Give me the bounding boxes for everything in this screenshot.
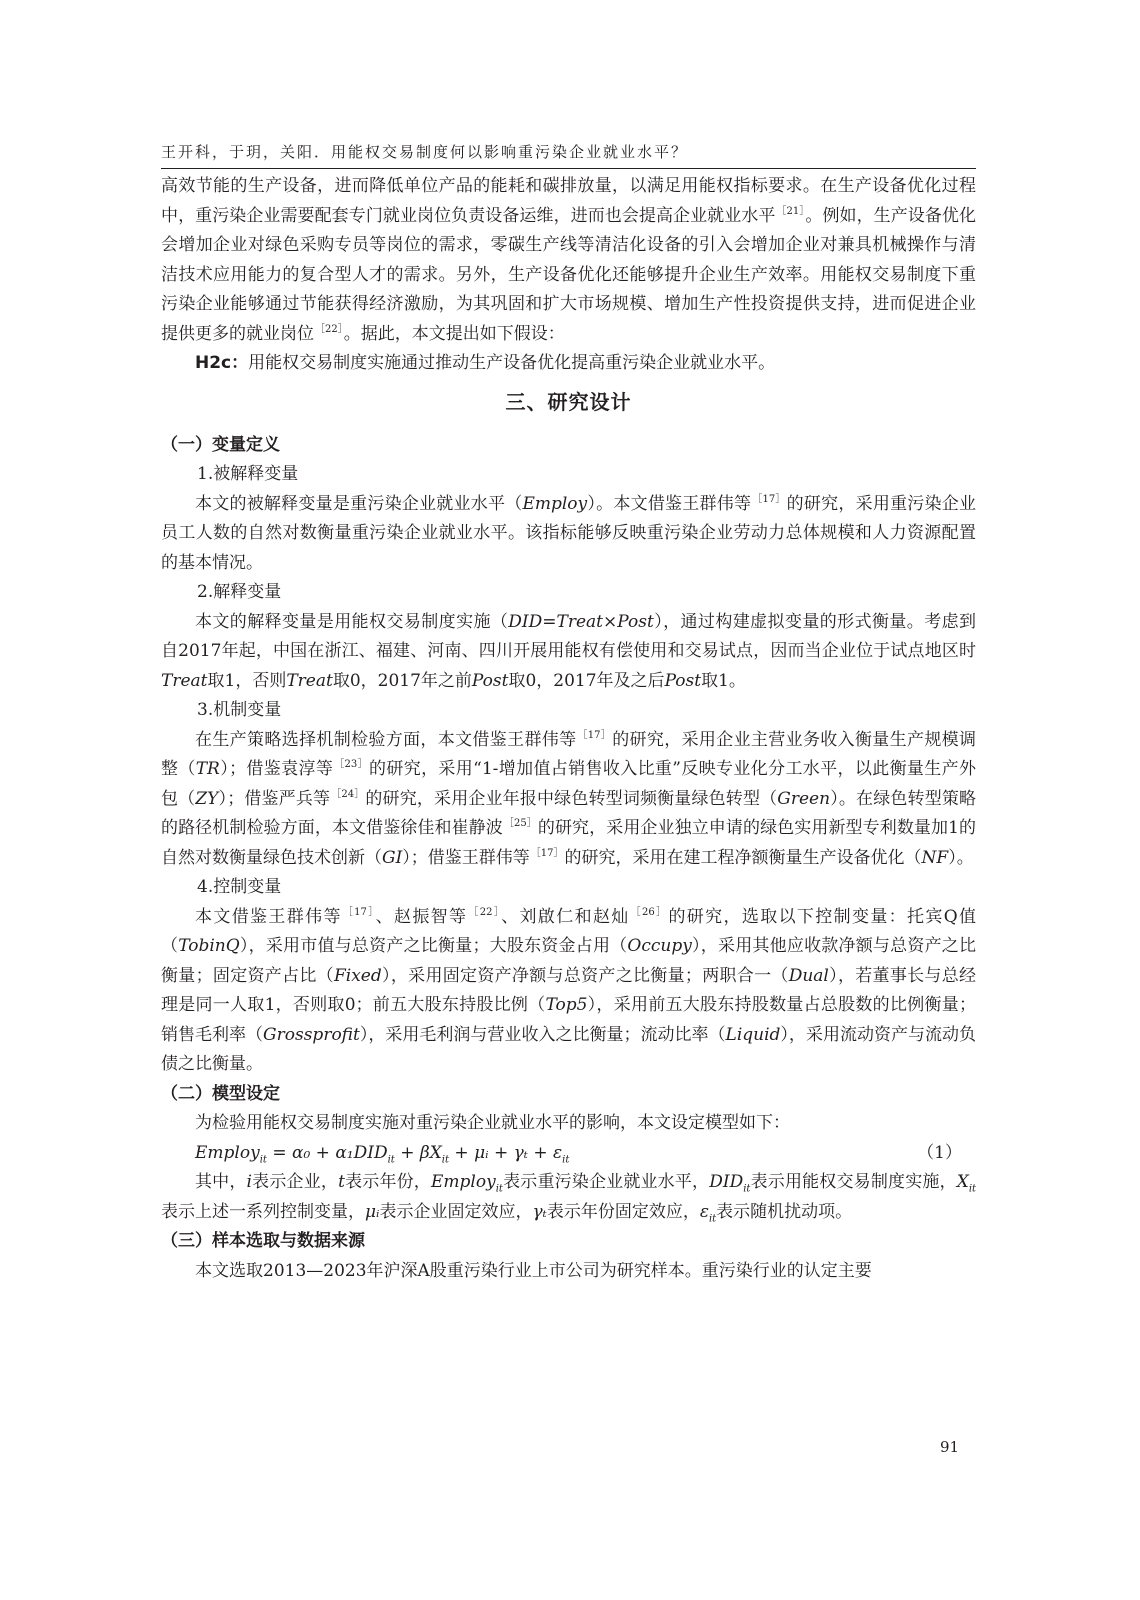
minor-title-dependent: 1.被解释变量 bbox=[197, 464, 299, 484]
subsection-title-model: （二）模型设定 bbox=[161, 1083, 280, 1104]
citation: ［22］ bbox=[315, 323, 343, 335]
citation: ［21］ bbox=[776, 205, 805, 217]
minor-title-explanatory: 2.解释变量 bbox=[197, 582, 282, 602]
minor-title-control: 4.控制变量 bbox=[197, 877, 282, 897]
citation: ［17］ bbox=[530, 847, 564, 859]
running-header: 王开科，于玥，关阳．用能权交易制度何以影响重污染企业就业水平？ bbox=[161, 143, 689, 161]
citation: ［17］ bbox=[752, 493, 786, 505]
model-explanation-paragraph: 其中，i表示企业，t表示年份，Employ$_{it}$表示重污染企业就业水平，$DID_{it}$表示用能权交易制度实施，$X_{it}$表示上述一系列控制变量，μᵢ表示企业固定效应，γₜ表示年份固定效应，$\varepsilon_{it}$表示随机扰动项。 bbox=[161, 1172, 977, 1224]
citation: ［17］ bbox=[577, 729, 612, 741]
equation-1: Employ$_{it}$ = $\alpha_0 + \alpha_1DID_{it} + \beta X_{it}$ + μᵢ + $\gamma_t + \varepsilon_{it}$ （1） bbox=[161, 1139, 976, 1169]
citation: ［25］ bbox=[503, 818, 537, 830]
hypothesis-h2c: H2c：用能权交易制度实施通过推动生产设备优化提高重污染企业就业水平。 bbox=[195, 353, 776, 373]
hypothesis-label: H2c： bbox=[195, 353, 249, 373]
equation-number: （1） bbox=[917, 1142, 962, 1163]
section-title: 三、研究设计 bbox=[505, 389, 632, 414]
subsection-title-variables: （一）变量定义 bbox=[161, 434, 280, 455]
sample-paragraph: 本文选取2013—2023年沪深A股重污染行业上市公司为研究样本。重污染行业的认定主要 bbox=[195, 1260, 872, 1281]
citation: ［26］ bbox=[630, 906, 668, 918]
page-number: 91 bbox=[940, 1438, 960, 1456]
citation: ［24］ bbox=[331, 788, 365, 800]
page-body bbox=[161, 172, 976, 1286]
minor-title-mechanism: 3.机制变量 bbox=[197, 700, 282, 720]
citation: ［22］ bbox=[468, 906, 501, 918]
citation: ［23］ bbox=[334, 759, 368, 771]
dependent-variable-paragraph: 本文的被解释变量是重污染企业就业水平（Employ）。本文借鉴王群伟等$^{[17]}$的研究，采用重污染企业员工人数的自然对数衡量重污染企业就业水平。该指标能够反映重污染企业劳动力总体规模和人力资源配置的基本情况。 bbox=[161, 493, 977, 573]
explanatory-variable-paragraph: 本文的解释变量是用能权交易制度实施（DID=Treat×Post），通过构建虚拟变量的形式衡量。考虑到自2017年起，中国在浙江、福建、河南、四川开展用能权有偿使用和交易试点，因而当企业位于试点地区时Treat取1，否则Treat取0，2017年之前Post取0，2017年及之后Post取1。 bbox=[161, 611, 976, 691]
citation: ［17］ bbox=[342, 906, 375, 918]
model-lead-paragraph: 为检验用能权交易制度实施对重污染企业就业水平的影响，本文设定模型如下： bbox=[195, 1113, 790, 1133]
control-variable-paragraph: 本文借鉴王群伟等$^{[17]}$、赵振智等$^{[22]}$、刘啟仁和赵灿$^{[26]}$的研究，选取以下控制变量：托宾Q值（TobinQ），采用市值与总资产之比衡量；大股东资金占用（Occupy），采用其他应收款净额与总资产之比衡量；固定资产占比（Fixed），采用固定资产净额与总资产之比衡量；两职合一（Dual），若董事长与总经理是同一人取1，否则取0；前五大股东持股比例（Top5），采用前五大股东持股数量占总股数的比例衡量；销售毛利率（Grossprofit），采用毛利润与营业收入之比衡量；流动比率（Liquid），采用流动资产与流动负债之比衡量。 bbox=[161, 906, 977, 1074]
mechanism-variable-paragraph: 在生产策略选择机制检验方面，本文借鉴王群伟等$^{[17]}$的研究，采用企业主营业务收入衡量生产规模调整（TR）；借鉴袁淳等$^{[23]}$的研究，采用“1-增加值占销售收入比重”反映专业化分工水平，以此衡量生产外包（ZY）；借鉴严兵等$^{[24]}$的研究，采用企业年报中绿色转型词频衡量绿色转型（Green）。在绿色转型策略的路径机制检验方面，本文借鉴徐佳和崔静波$^{[25]}$的研究，采用企业独立申请的绿色实用新型专利数量加1的自然对数衡量绿色技术创新（GI）；借鉴王群伟等$^{[17]}$的研究，采用在建工程净额衡量生产设备优化（NF）。 bbox=[161, 729, 977, 868]
subsection-title-sample: （三）样本选取与数据来源 bbox=[161, 1231, 365, 1251]
intro-paragraph: 高效节能的生产设备，进而降低单位产品的能耗和碳排放量，以满足用能权指标要求。在生产设备优化过程中，重污染企业需要配套专门就业岗位负责设备运维，进而也会提高企业就业水平$^{[21]}$。例如，生产设备优化会增加企业对绿色采购专员等岗位的需求，零碳生产线等清洁化设备的引入会增加企业对兼具机械操作与清洁技术应用能力的复合型人才的需求。另外，生产设备优化还能够提升企业生产效率。用能权交易制度下重污染企业能够通过节能获得经济激励，为其巩固和扩大市场规模、增加生产性投资提供支持，进而促进企业提供更多的就业岗位$^{[22]}$。据此，本文提出如下假设： bbox=[161, 176, 977, 344]
header-rule bbox=[161, 168, 976, 169]
